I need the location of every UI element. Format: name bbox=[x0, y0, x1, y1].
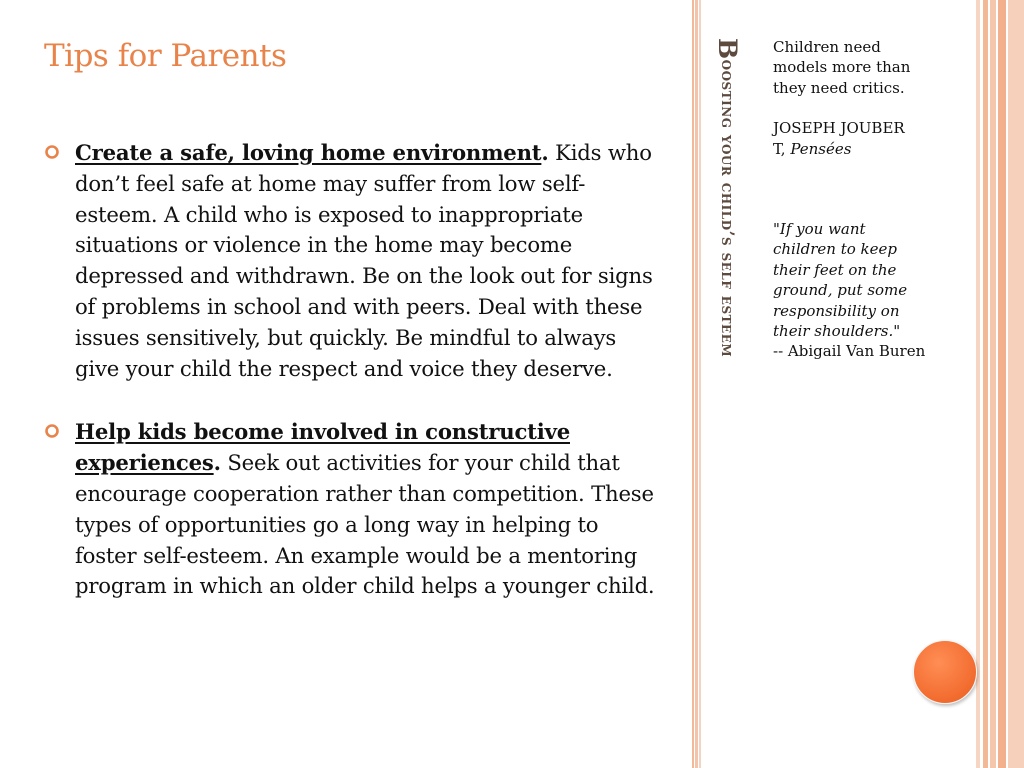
slide-title: Tips for Parents bbox=[44, 38, 287, 74]
bullet-heading-end: . bbox=[541, 140, 549, 165]
bullet-heading-end: . bbox=[213, 450, 221, 476]
divider-band bbox=[692, 0, 702, 768]
quote-author-line1: JOSEPH JOUBER bbox=[773, 119, 905, 138]
bullet-heading: Help kids become involved in constructive experiences bbox=[75, 419, 570, 476]
bullet-text: Kids who don’t feel safe at home may suffer from low self-esteem. A child who is exposed to inappropriate situations or violence in the home may become depressed and withdrawn. Be on the look out for signs of problems in school and with peers. Deal with these issues sensitively, but quickly. Be mindful to always give your child the respect and voice they deserve. bbox=[75, 140, 653, 381]
quote-author: -- Abigail Van Buren bbox=[773, 342, 926, 361]
quote-author bbox=[773, 118, 931, 159]
vertical-title-rest: oosting your child’s self esteem bbox=[717, 59, 737, 358]
quote-text: "If you want children to keep their feet on the ground, put some responsibility on their shoulders." bbox=[773, 220, 908, 341]
decorative-circle bbox=[913, 640, 977, 704]
vertical-title-band bbox=[702, 0, 754, 768]
bullet-item bbox=[44, 417, 664, 602]
bullet-text: Seek out activities for your child that encourage cooperation rather than competition. These types of opportunities go a long way in helping to foster self-esteem. An example would be a mentoring program in which an older child helps a younger child. bbox=[75, 450, 655, 599]
bullet-item bbox=[44, 138, 664, 384]
quote-text: Children need models more than they need critics. bbox=[773, 38, 911, 97]
ring-bullet-icon bbox=[44, 423, 60, 439]
quote-author-line2: T, bbox=[773, 139, 791, 158]
ring-bullet-icon bbox=[44, 144, 60, 160]
spacer bbox=[773, 98, 931, 118]
quote-source: Pensées bbox=[790, 139, 852, 158]
vertical-title-initial: B bbox=[713, 38, 742, 60]
bullet-heading: Create a safe, loving home environment bbox=[75, 140, 542, 165]
decorative-stripes bbox=[976, 0, 1024, 768]
bullet-list bbox=[44, 138, 664, 602]
vertical-title bbox=[713, 38, 742, 357]
quotes-panel bbox=[773, 37, 931, 362]
spacer bbox=[773, 159, 931, 219]
